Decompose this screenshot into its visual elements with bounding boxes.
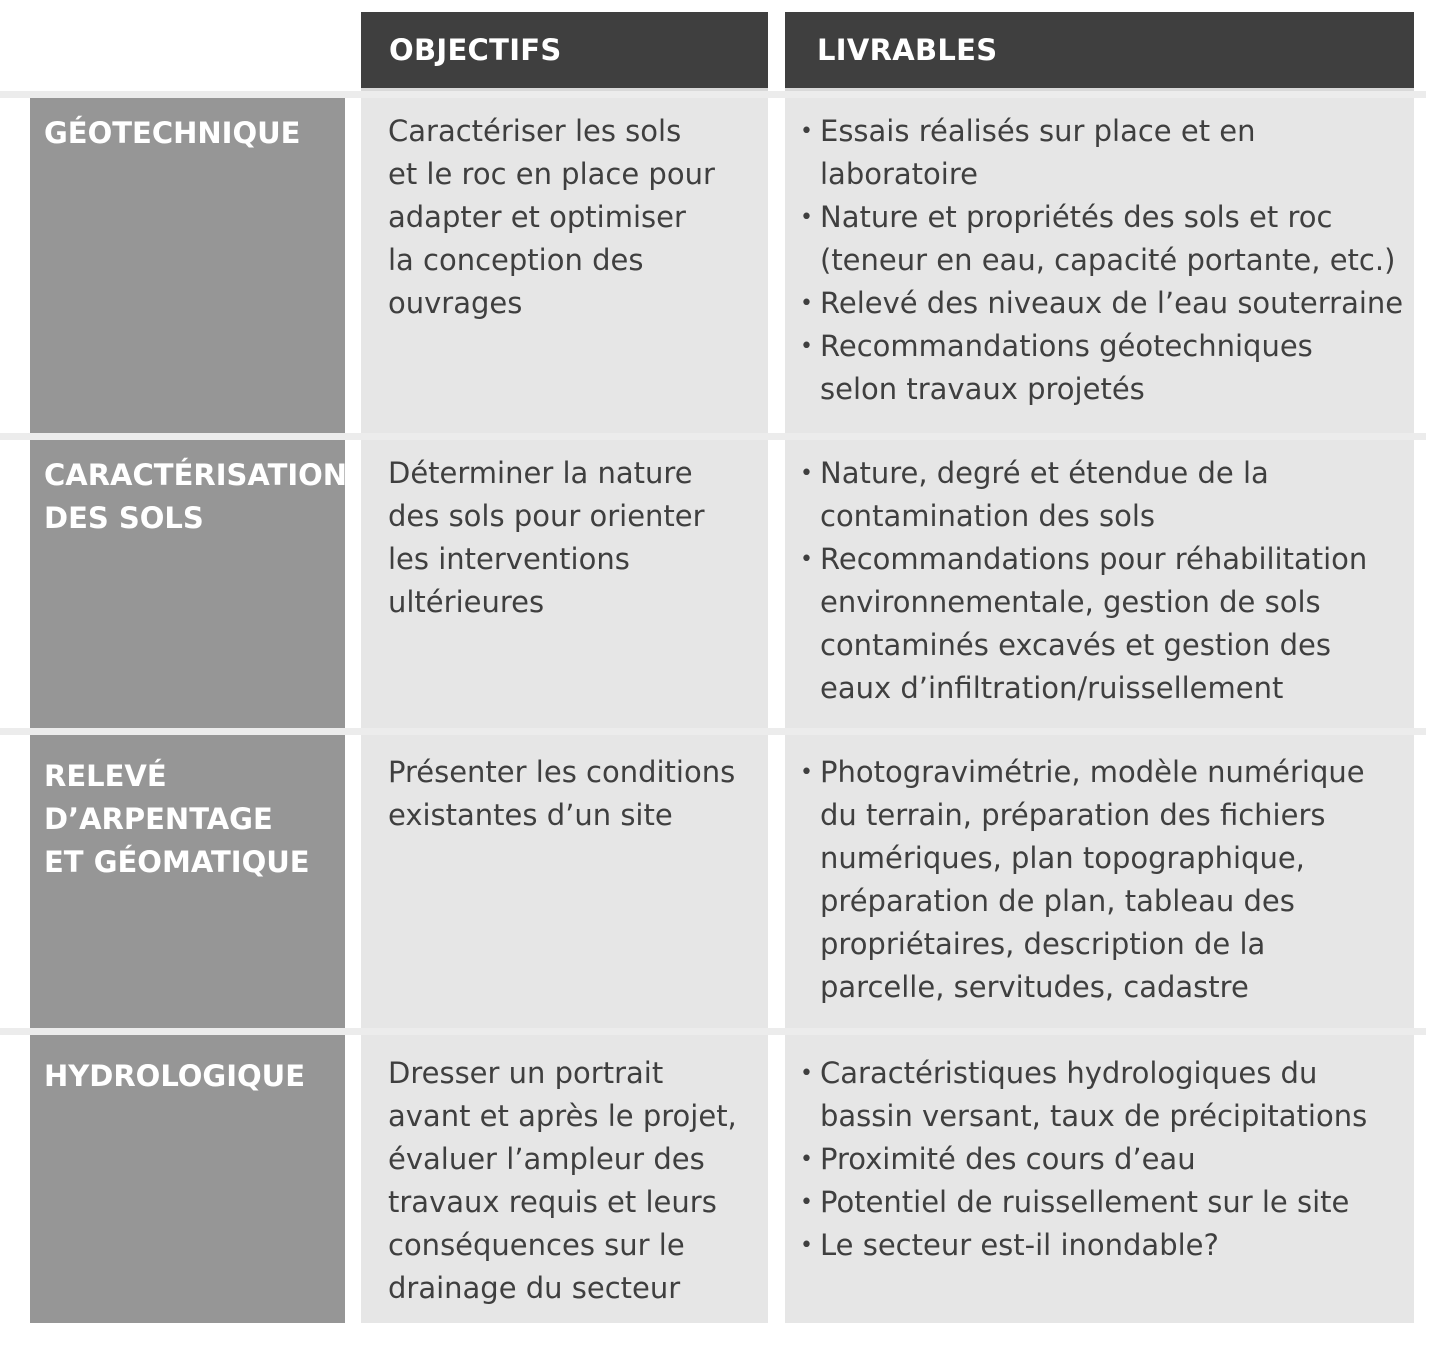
livrables-list (785, 751, 1414, 1009)
header-livrables: LIVRABLES (785, 12, 1414, 88)
livrable-item: • Potentiel de ruissellement sur le site (785, 1181, 1414, 1224)
livrables-list (785, 1052, 1414, 1267)
category-cell: HYDROLOGIQUE (30, 1035, 345, 1323)
table-row-arpentage (0, 735, 1440, 1028)
livrables-list (785, 110, 1414, 411)
livrables-cell (785, 1035, 1414, 1323)
livrable-item: • Photogravimétrie, modèle numérique du terrain, préparation des fichiers numériques, plan topographique, préparation de plan, tableau des propriétaires, description de la parcelle, servitudes, cadastre (785, 751, 1414, 1009)
livrables-cell (785, 440, 1414, 728)
objectif-cell: Dresser un portrait avant et après le projet, évaluer l’ampleur des travaux requis et leurs conséquences sur le drainage du secteur (361, 1035, 768, 1323)
separator-band (0, 1028, 1426, 1035)
category-cell: CARACTÉRISATION DES SOLS (30, 440, 345, 728)
livrable-item: • Le secteur est-il inondable? (785, 1224, 1414, 1267)
table-row-hydrologique (0, 1035, 1440, 1323)
category-cell: RELEVÉ D’ARPENTAGE ET GÉOMATIQUE (30, 735, 345, 1028)
header-objectifs: OBJECTIFS (361, 12, 768, 88)
livrable-item: • Relevé des niveaux de l’eau souterraine (785, 282, 1414, 325)
livrables-cell (785, 735, 1414, 1028)
livrables-list (785, 452, 1414, 710)
livrables-cell (785, 98, 1414, 433)
objectif-cell: Caractériser les sols et le roc en place pour adapter et optimiser la conception des ouvrages (361, 98, 768, 433)
separator-band (0, 433, 1426, 440)
livrable-item: • Nature et propriétés des sols et roc (teneur en eau, capacité portante, etc.) (785, 196, 1414, 282)
livrable-item: • Proximité des cours d’eau (785, 1138, 1414, 1181)
livrable-item: • Recommandations géotechniques selon travaux projetés (785, 325, 1414, 411)
table-row-geotechnique (0, 98, 1440, 433)
separator-band (0, 91, 1426, 98)
livrable-item: • Recommandations pour réhabilitation environnementale, gestion de sols contaminés excavés et gestion des eaux d’infiltration/ruissellement (785, 538, 1414, 710)
separator-band (0, 728, 1426, 735)
objectif-cell: Déterminer la nature des sols pour orienter les interventions ultérieures (361, 440, 768, 728)
livrable-item: • Caractéristiques hydrologiques du bassin versant, taux de précipitations (785, 1052, 1414, 1138)
livrable-item: • Essais réalisés sur place et en laboratoire (785, 110, 1414, 196)
category-cell: GÉOTECHNIQUE (30, 98, 345, 433)
objectif-cell: Présenter les conditions existantes d’un site (361, 735, 768, 1028)
table-row-caracterisation (0, 440, 1440, 728)
livrable-item: • Nature, degré et étendue de la contamination des sols (785, 452, 1414, 538)
